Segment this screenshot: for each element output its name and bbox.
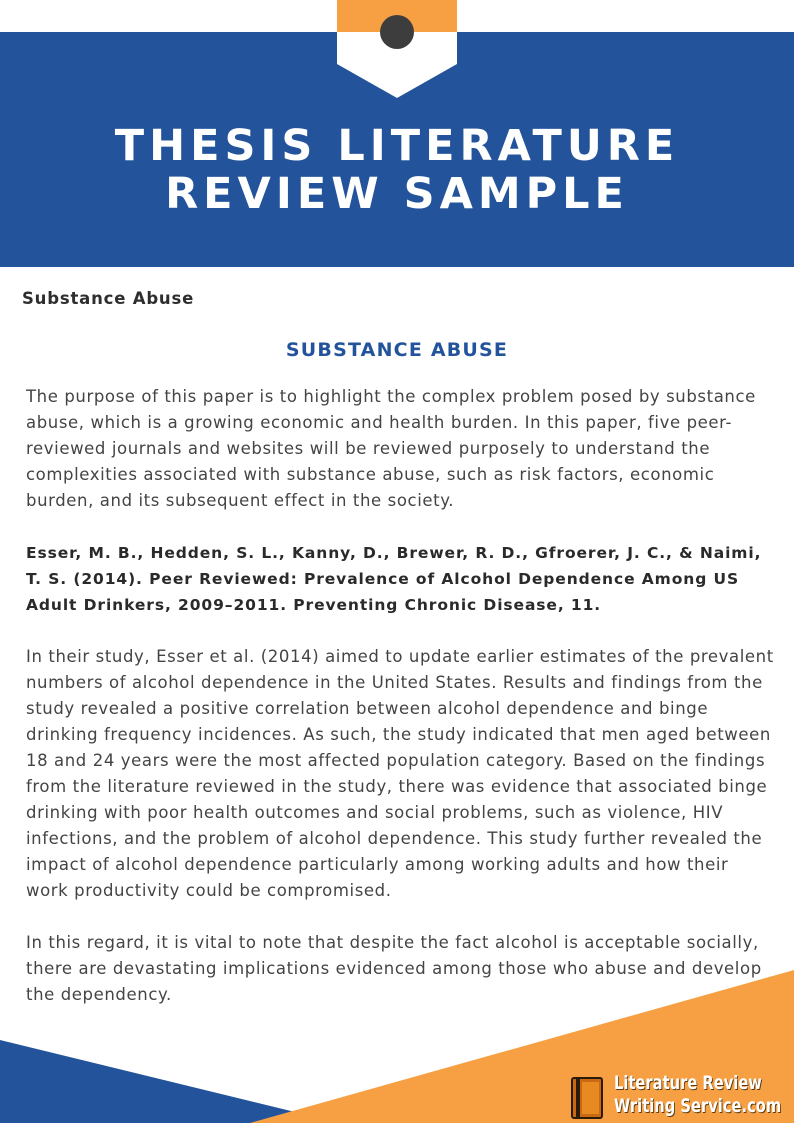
book-icon (570, 1076, 606, 1120)
ribbon-dot (380, 15, 414, 49)
section-heading: SUBSTANCE ABUSE (285, 339, 509, 361)
intro-paragraph: The purpose of this paper is to highlight the complex problem posed by substance abuse, which is a growing economic and health burden. In this paper, five peer-reviewed journals and websites will be reviewed purposely to understand the complexities associated with substance abuse, such as risk factors, economic burden, and its subsequent effect in the society. (26, 387, 756, 510)
page-title (0, 122, 794, 218)
title-line-1: THESIS LITERATURE (114, 121, 680, 171)
brand-logo[interactable] (570, 1072, 792, 1122)
logo-text (614, 1072, 782, 1118)
logo-line-2: Writing Service.com (614, 1095, 782, 1117)
document-label: Substance Abuse (22, 289, 195, 308)
header-ribbon (0, 0, 794, 100)
body-paragraph-2: In this regard, it is vital to note that despite the fact alcohol is acceptable socially, there are devastating implications evidenced among those who abuse and develop the dependency. (26, 933, 762, 1004)
title-line-2: REVIEW SAMPLE (165, 169, 629, 219)
logo-line-1: Literature Review (614, 1072, 762, 1094)
footer-blue-triangle (0, 1040, 340, 1123)
citation: Esser, M. B., Hedden, S. L., Kanny, D., Brewer, R. D., Gfroerer, J. C., & Naimi, T. S. (2014). Peer Reviewed: Prevalence of Alcohol Dependence Among US Adult Drinkers, 2009–2011. Preventing Chronic Disease, 11. (26, 544, 762, 614)
body-paragraph-1: In their study, Esser et al. (2014) aimed to update earlier estimates of the prevalent numbers of alcohol dependence in the United States. Results and findings from the study revealed a positive correlation between alcohol dependence and binge drinking frequency incidences. As such, the study indicated that men aged between 18 and 24 years were the most affected population category. Based on the findings from the literature reviewed in the study, there was evidence that associated binge drinking with poor health outcomes and social problems, such as violence, HIV infections, and the problem of alcohol dependence. This study further revealed the impact of alcohol dependence particularly among working adults and how their work productivity could be compromised. (26, 647, 774, 900)
